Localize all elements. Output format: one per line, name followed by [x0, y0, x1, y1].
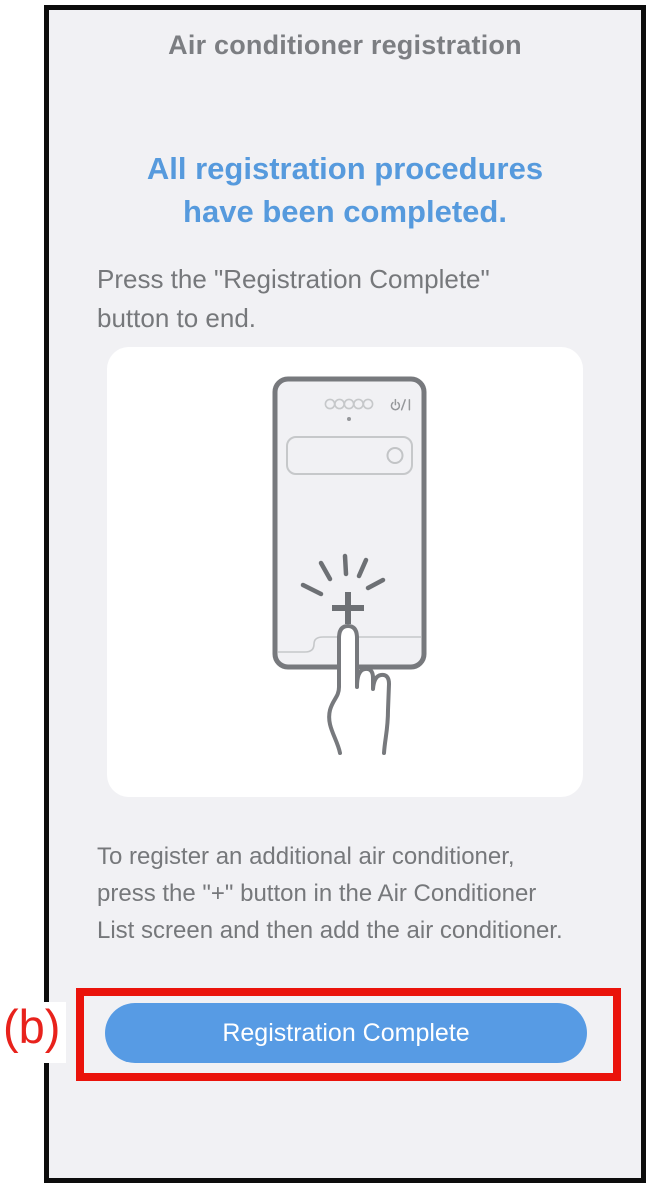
- phone-screen-frame: [44, 5, 646, 1183]
- completion-heading: [49, 147, 641, 233]
- completion-heading-line1: All registration procedures: [146, 151, 544, 186]
- page-title: Air conditioner registration: [168, 30, 522, 60]
- annotation-label: (b): [3, 1000, 61, 1053]
- note-line2: press the "+" button in the Air Conditioner: [97, 880, 537, 907]
- note-line1: To register an additional air conditioner,: [97, 843, 515, 870]
- completion-heading-line2: have been completed.: [183, 194, 507, 229]
- illustration-card: [107, 347, 583, 797]
- status-dot: [347, 417, 351, 421]
- additional-note: [97, 838, 563, 949]
- instruction-line2: button to end.: [97, 303, 257, 333]
- note-line3: List screen and then add the air conditioner.: [97, 917, 563, 944]
- instruction-text: [97, 260, 490, 338]
- registration-complete-button[interactable]: Registration Complete: [105, 1003, 587, 1063]
- instruction-line1: Press the "Registration Complete": [97, 264, 490, 294]
- remote-tap-illustration: [107, 347, 583, 797]
